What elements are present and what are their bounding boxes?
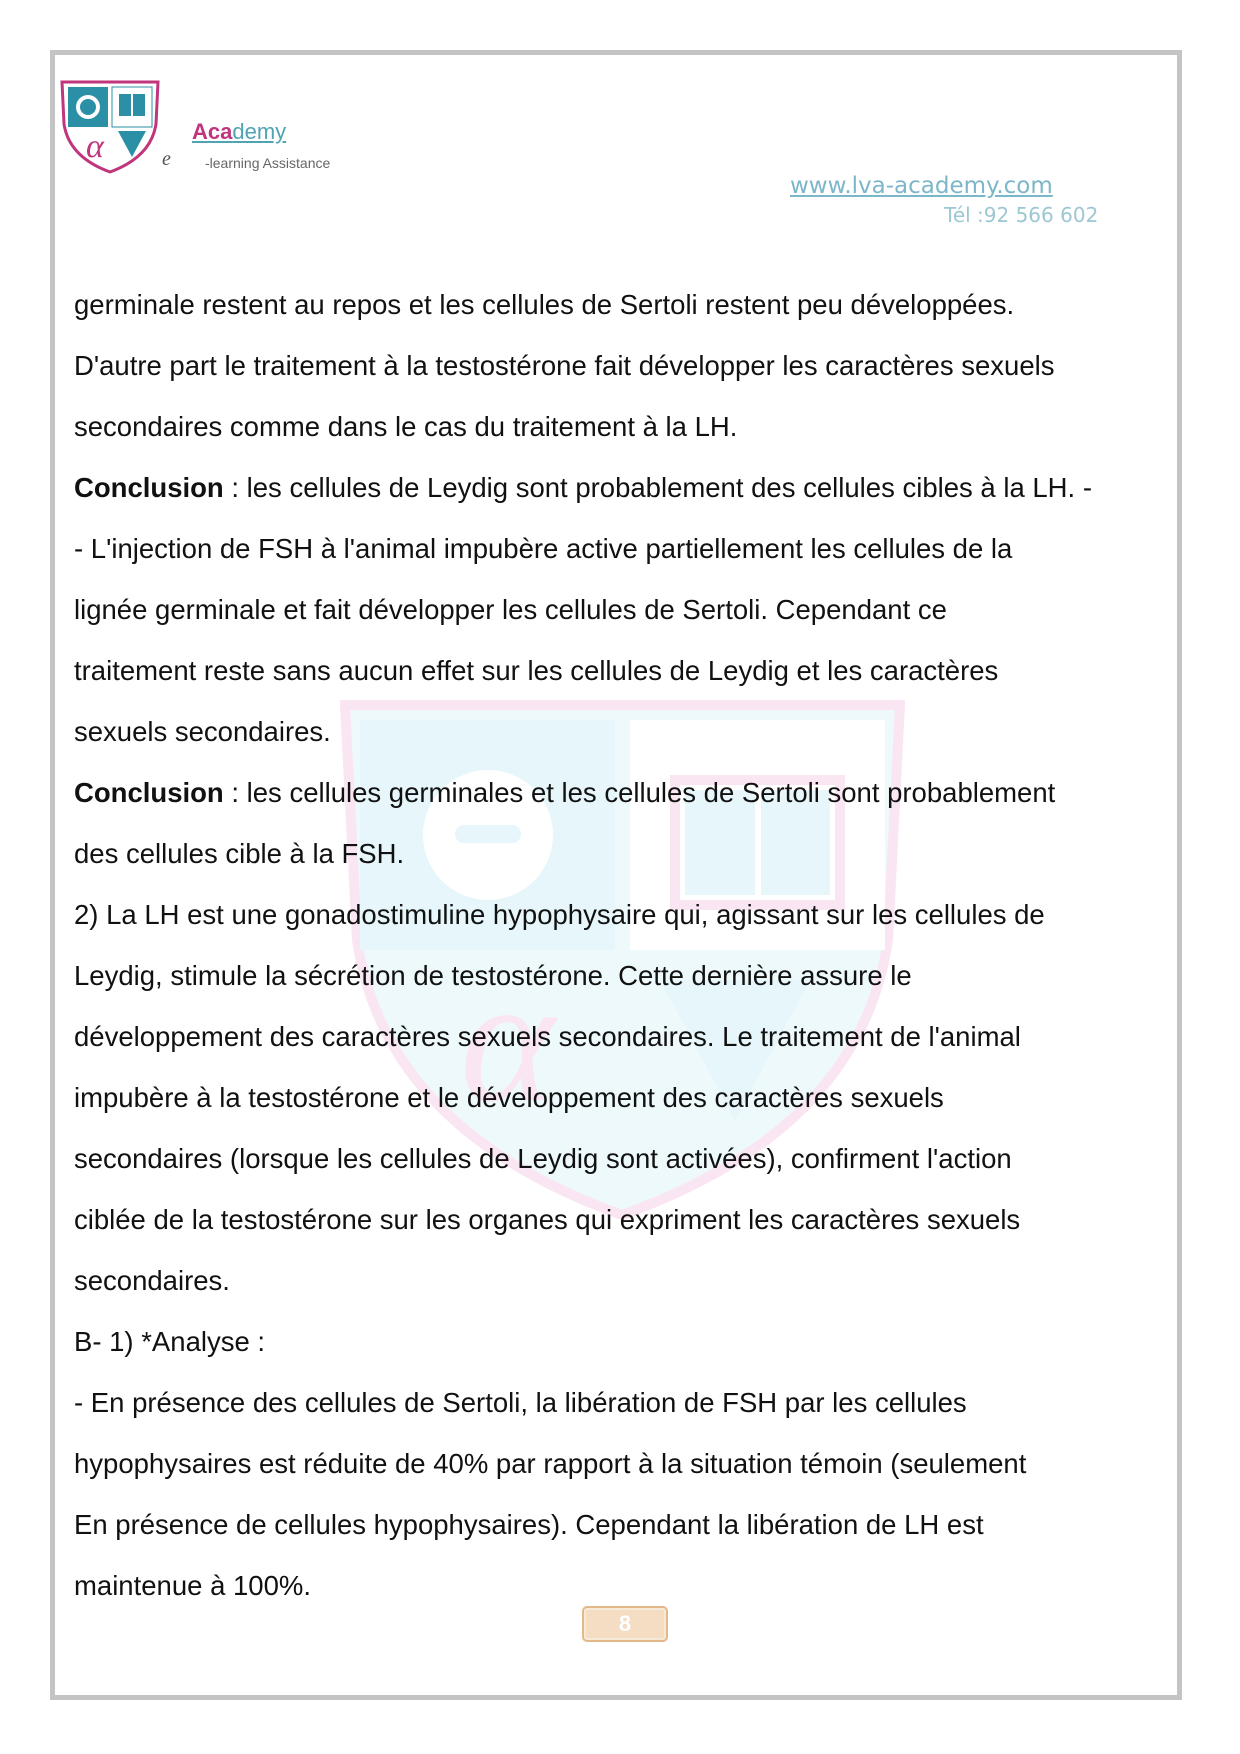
text-line: maintenue à 100%. [74,1570,311,1601]
conclusion-label: Conclusion [74,777,224,808]
text-line: développement des caractères sexuels secondaires. Le traitement de l'animal [74,1021,1021,1052]
text-line: traitement reste sans aucun effet sur les cellules de Leydig et les caractères [74,655,999,686]
text-line: - En présence des cellules de Sertoli, la libération de FSH par les cellules [74,1387,967,1418]
text-line: Leydig, stimule la sécrétion de testostérone. Cette dernière assure le [74,960,912,991]
phone-number: Tél :92 566 602 [944,203,1099,227]
text-line: D'autre part le traitement à la testostérone fait développer les caractères sexuels [74,350,1055,381]
text-line: 2) La LH est une gonadostimuline hypophysaire qui, agissant sur les cellules de [74,899,1045,930]
brand-name-part1: Aca [192,119,233,144]
academy-logo [56,79,164,174]
svg-text:α: α [86,128,104,165]
brand-name-part2: demy [232,119,287,144]
text-line: En présence de cellules hypophysaires). Cependant la libération de LH est [74,1509,984,1540]
text-line: secondaires. [74,1265,230,1296]
brand-name[interactable] [192,121,286,143]
conclusion-label: Conclusion [74,472,224,503]
svg-text:α: α [460,940,555,1139]
document-body [74,274,1174,1616]
text-line: secondaires comme dans le cas du traitement à la LH. [74,411,738,442]
text-line: ciblée de la testostérone sur les organes qui expriment les caractères sexuels [74,1204,1021,1235]
text-line: des cellules cible à la FSH. [74,838,405,869]
text-line: lignée germinale et fait développer les cellules de Sertoli. Cependant ce [74,594,947,625]
text-line: sexuels secondaires. [74,716,331,747]
text-line: B- 1) *Analyse : [74,1326,266,1357]
brand-tagline: -learning Assistance [205,155,331,171]
text-line: - L'injection de FSH à l'animal impubère active partiellement les cellules de la [74,533,1013,564]
text-line: secondaires (lorsque les cellules de Leydig sont activées), confirment l'action [74,1143,1012,1174]
website-link[interactable]: www.lva-academy.com [790,173,1053,199]
logo-letter-e: e [162,148,171,170]
text-line: hypophysaires est réduite de 40% par rapport à la situation témoin (seulement [74,1448,1027,1479]
text-line: Conclusion : les cellules de Leydig sont probablement des cellules cibles à la LH. - [74,472,1092,503]
page-number: 8 [582,1606,668,1642]
text-line: Conclusion : les cellules germinales et les cellules de Sertoli sont probablement [74,777,1056,808]
text-line: germinale restent au repos et les cellules de Sertoli restent peu développées. [74,289,1015,320]
text-line: impubère à la testostérone et le développement des caractères sexuels [74,1082,944,1113]
